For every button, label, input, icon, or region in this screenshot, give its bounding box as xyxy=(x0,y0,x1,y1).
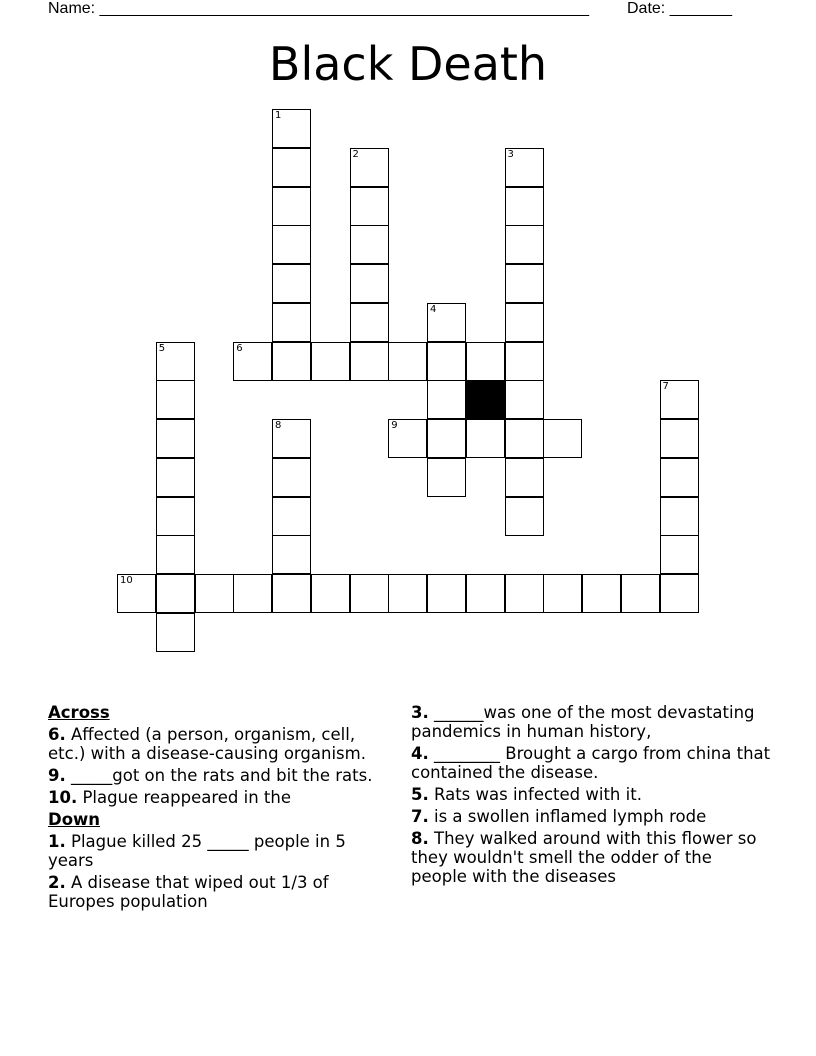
clue-text: ______was one of the most devastating pandemics in human history, xyxy=(411,703,755,741)
clue-down-7 xyxy=(411,807,771,826)
clue-number: 4. xyxy=(411,744,429,763)
clue-number-label: 3 xyxy=(507,148,514,160)
grid-cell[interactable] xyxy=(466,419,505,458)
grid-cell[interactable] xyxy=(388,574,427,613)
clue-down-1 xyxy=(48,832,393,870)
clues-left-column xyxy=(48,703,393,914)
grid-cell[interactable] xyxy=(350,187,389,226)
grid-cell[interactable] xyxy=(156,574,195,613)
grid-cell[interactable] xyxy=(156,497,195,536)
grid-cell[interactable] xyxy=(311,342,350,381)
grid-cell[interactable] xyxy=(427,574,466,613)
grid-cell[interactable] xyxy=(272,264,311,303)
grid-cell[interactable] xyxy=(156,535,195,574)
clue-text: Affected (a person, organism, cell, etc.) with a disease-causing organism. xyxy=(48,725,366,763)
grid-cell[interactable] xyxy=(272,225,311,264)
down-heading: Down xyxy=(48,810,101,829)
clue-text: They walked around with this flower so they wouldn't smell the odder of the people with the diseases xyxy=(411,829,757,886)
clue-number-label: 4 xyxy=(430,303,437,315)
clue-number-label: 1 xyxy=(275,110,282,121)
grid-cell[interactable] xyxy=(505,380,544,419)
clue-across-6 xyxy=(48,725,393,763)
clue-text: Rats was infected with it. xyxy=(434,785,642,804)
grid-cell[interactable] xyxy=(466,342,505,381)
clue-number-label: 5 xyxy=(158,342,166,354)
clue-number-label: 6 xyxy=(236,342,243,354)
grid-cell[interactable] xyxy=(272,458,311,497)
clue-number: 9. xyxy=(48,766,66,785)
grid-cell[interactable] xyxy=(272,303,311,342)
grid-cell[interactable] xyxy=(621,574,660,613)
grid-cell[interactable] xyxy=(427,303,466,342)
name-label: Name: xyxy=(48,0,96,17)
grid-cell[interactable] xyxy=(427,380,466,419)
clue-text: ________ Brought a cargo from china that contained the disease. xyxy=(411,744,771,782)
grid-cell[interactable] xyxy=(505,342,544,381)
grid-cell[interactable] xyxy=(117,574,156,613)
clue-down-3 xyxy=(411,703,771,741)
grid-cell[interactable] xyxy=(350,264,389,303)
clue-number: 7. xyxy=(411,807,429,826)
black-cell xyxy=(466,380,505,419)
grid-cell[interactable] xyxy=(660,497,699,536)
grid-cell[interactable] xyxy=(660,419,699,458)
grid-cell[interactable] xyxy=(272,574,311,613)
grid-cell[interactable] xyxy=(350,225,389,264)
grid-cell[interactable] xyxy=(505,264,544,303)
clue-text: A disease that wiped out 1/3 of Europes population xyxy=(48,873,329,911)
grid-cell[interactable] xyxy=(272,497,311,536)
grid-cell[interactable] xyxy=(350,574,389,613)
clue-down-5 xyxy=(411,785,771,804)
clue-down-8 xyxy=(411,829,771,886)
grid-cell[interactable] xyxy=(427,342,466,381)
grid-cell[interactable] xyxy=(505,303,544,342)
grid-cell[interactable] xyxy=(156,342,195,381)
grid-cell[interactable] xyxy=(427,419,466,458)
grid-cell[interactable] xyxy=(156,458,195,497)
page-title: Black Death xyxy=(268,37,548,91)
grid-cell[interactable] xyxy=(505,497,544,536)
grid-cell[interactable] xyxy=(156,613,195,652)
grid-cell[interactable] xyxy=(272,148,311,187)
clue-number: 2. xyxy=(48,873,66,892)
grid-cell[interactable] xyxy=(505,419,544,458)
grid-cell[interactable] xyxy=(233,574,272,613)
clue-number-label: 7 xyxy=(662,381,669,393)
grid-cell[interactable] xyxy=(272,419,311,458)
clue-down-4 xyxy=(411,744,771,782)
grid-cell[interactable] xyxy=(350,148,389,187)
grid-cell[interactable] xyxy=(505,225,544,264)
grid-cell[interactable] xyxy=(660,458,699,497)
clue-across-10 xyxy=(48,788,393,807)
across-heading: Across xyxy=(48,703,110,722)
clue-number: 10. xyxy=(48,788,78,807)
grid-cell[interactable] xyxy=(233,342,272,381)
grid-cell[interactable] xyxy=(350,342,389,381)
date-blank[interactable]: _______ xyxy=(669,0,732,17)
clue-text: is a swollen inflamed lymph rode xyxy=(434,807,707,826)
grid-cell[interactable] xyxy=(156,380,195,419)
grid-cell[interactable] xyxy=(388,419,427,458)
clues-right-column xyxy=(411,703,771,889)
clue-number-label: 8 xyxy=(275,420,282,431)
grid-cell[interactable] xyxy=(311,574,350,613)
clue-number: 8. xyxy=(411,829,429,848)
grid-cell[interactable] xyxy=(388,342,427,381)
clue-number-label: 9 xyxy=(391,420,398,431)
clue-text: Plague killed 25 _____ people in 5 years xyxy=(48,832,346,870)
name-blank[interactable]: _______________________________________________________ xyxy=(99,0,589,17)
grid-cell[interactable] xyxy=(427,458,466,497)
grid-cell[interactable] xyxy=(350,303,389,342)
clue-text: Plague reappeared in the xyxy=(82,788,292,807)
grid-cell[interactable] xyxy=(156,419,195,458)
grid-cell[interactable] xyxy=(660,574,699,613)
grid-cell[interactable] xyxy=(272,342,311,381)
grid-cell[interactable] xyxy=(505,148,544,187)
date-label: Date: xyxy=(627,0,666,17)
clue-across-9 xyxy=(48,766,393,785)
grid-cell[interactable] xyxy=(543,419,582,458)
clue-number: 3. xyxy=(411,703,429,722)
grid-cell[interactable] xyxy=(660,535,699,574)
grid-cell[interactable] xyxy=(660,380,699,419)
grid-cell[interactable] xyxy=(582,574,621,613)
grid-cell[interactable] xyxy=(505,458,544,497)
clue-number: 1. xyxy=(48,832,66,851)
grid-cell[interactable] xyxy=(505,574,544,613)
grid-cell[interactable] xyxy=(272,109,311,148)
clue-number-label: 2 xyxy=(352,148,359,160)
grid-cell[interactable] xyxy=(272,535,311,574)
clue-number-label: 10 xyxy=(120,575,133,586)
grid-cell[interactable] xyxy=(466,574,505,613)
clue-down-2 xyxy=(48,873,393,911)
clue-number: 6. xyxy=(48,725,66,744)
grid-cell[interactable] xyxy=(195,574,234,613)
grid-cell[interactable] xyxy=(543,574,582,613)
clue-number: 5. xyxy=(411,785,429,804)
clue-text: _____got on the rats and bit the rats. xyxy=(71,766,373,785)
grid-cell[interactable] xyxy=(505,187,544,226)
grid-cell[interactable] xyxy=(272,187,311,226)
